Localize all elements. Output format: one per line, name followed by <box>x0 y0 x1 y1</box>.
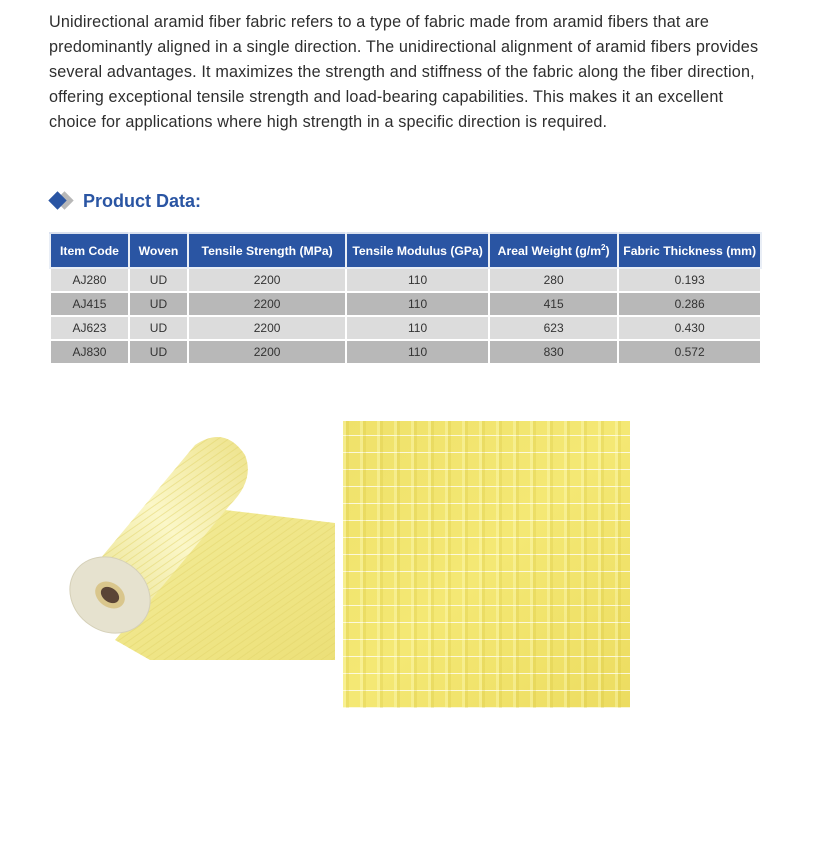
cell-woven: UD <box>129 292 188 316</box>
cell-tensile-modulus: 110 <box>346 340 489 364</box>
cell-tensile-modulus: 110 <box>346 316 489 340</box>
cell-item-code: AJ280 <box>50 268 129 292</box>
cell-woven: UD <box>129 268 188 292</box>
cell-woven: UD <box>129 316 188 340</box>
cell-fabric-thickness: 0.193 <box>618 268 761 292</box>
cell-tensile-strength: 2200 <box>188 292 346 316</box>
cell-tensile-modulus: 110 <box>346 268 489 292</box>
header-tensile-strength: Tensile Strength (MPa) <box>188 233 346 268</box>
cell-item-code: AJ415 <box>50 292 129 316</box>
table-row <box>50 292 761 316</box>
cell-tensile-modulus: 110 <box>346 292 489 316</box>
cell-tensile-strength: 2200 <box>188 340 346 364</box>
cell-fabric-thickness: 0.430 <box>618 316 761 340</box>
cell-areal-weight: 623 <box>489 316 618 340</box>
double-diamond-icon <box>49 190 77 212</box>
table-row <box>50 340 761 364</box>
cell-tensile-strength: 2200 <box>188 268 346 292</box>
cell-fabric-thickness: 0.572 <box>618 340 761 364</box>
table-row <box>50 268 761 292</box>
section-title: Product Data: <box>83 190 202 211</box>
header-areal-weight: Areal Weight $(g/m^2)$ <box>489 233 618 268</box>
cell-areal-weight: 415 <box>489 292 618 316</box>
cell-fabric-thickness: 0.286 <box>618 292 761 316</box>
product-data-heading <box>49 189 201 213</box>
table-header-row <box>50 233 761 268</box>
fabric-roll-image <box>55 425 340 660</box>
cell-areal-weight: 830 <box>489 340 618 364</box>
table-row <box>50 316 761 340</box>
cell-areal-weight: 280 <box>489 268 618 292</box>
product-data-table <box>49 232 762 365</box>
header-fabric-thickness: Fabric Thickness (mm) <box>618 233 761 268</box>
intro-paragraph: Unidirectional aramid fiber fabric refers to a type of fabric made from aramid fibers that are predominantly aligned in a single direction. The unidirectional alignment of aramid fibers provides several advantages. It maximizes the strength and stiffness of the fabric along the fiber direction, offering exceptional tensile strength and load-bearing capabilities. This makes it an excellent choice for applications where high strength in a specific direction is required. <box>49 13 759 131</box>
cell-item-code: AJ830 <box>50 340 129 364</box>
header-tensile-modulus: Tensile Modulus (GPa) <box>346 233 489 268</box>
cell-woven: UD <box>129 340 188 364</box>
header-woven: Woven <box>129 233 188 268</box>
cell-item-code: AJ623 <box>50 316 129 340</box>
cell-tensile-strength: 2200 <box>188 316 346 340</box>
fabric-weave-closeup-image <box>343 421 630 708</box>
header-item-code: Item Code <box>50 233 129 268</box>
